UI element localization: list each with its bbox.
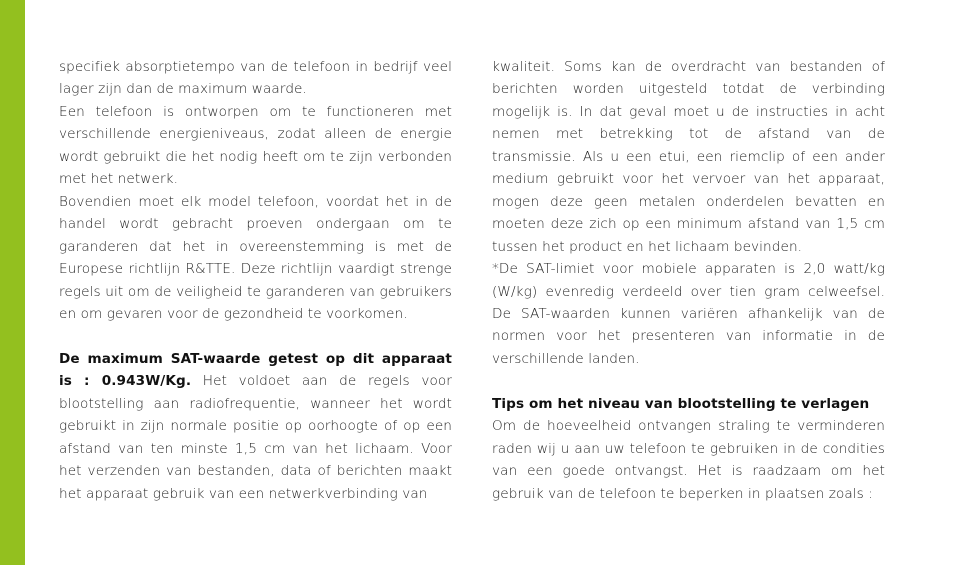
- paragraph-spacer: [59, 325, 452, 347]
- paragraph-max-sar: [59, 348, 452, 505]
- paragraph-transmission: kwaliteit. Soms kan de overdracht van bestanden of berichten worden uitgesteld totdat de verbinding mogelijk is. In dat geval moet u de instructies in acht nemen met betrekking tot de afstand van de transmissie. Als u een etui, een riemclip of een ander medium gebruikt voor het vervoer van het apparaat, mogen deze geen metalen onderdelen bevatten en moeten deze zich op een minimum afstand van 1,5 cm tussen het product en het lichaam bevinden.: [492, 59, 885, 255]
- left-column: [59, 56, 452, 505]
- paragraph-spacer: [492, 370, 885, 392]
- right-column: [492, 56, 885, 505]
- accent-side-bar: [0, 0, 25, 565]
- paragraph-rtte-directive: Bovendien moet elk model telefoon, voordat het in de handel wordt gebracht proeven ondergaan om te garanderen dat het in overeenstemming is met de Europese richtlijn R&TTE. Deze richtlijn vaardigt strenge regels uit om de veiligheid te garanderen van gebruikers en om gevaren voor de gezondheid te voorkomen.: [59, 193, 452, 322]
- max-sar-details: Het voldoet aan de regels voor blootstelling aan radiofrequentie, wanneer het wordt gebruikt in zijn normale positie op oorhoogte of op een afstand van ten minste 1,5 cm van het lichaam. Voor het verzenden van bestanden, data of berichten maakt het apparaat gebruik van een netwerkverbinding van: [59, 373, 452, 502]
- paragraph-sar-limit: *De SAT-limiet voor mobiele apparaten is 2,0 watt/kg (W/kg) evenredig verdeeld over tien gram celweefsel. De SAT-waarden kunnen variëren afhankelijk van de normen voor het presenteren van informatie in de verschillende landen.: [492, 261, 885, 367]
- paragraph-sat-intro: specifiek absorptietempo van de telefoon in bedrijf veel lager zijn dan de maximum waarde.: [59, 59, 452, 98]
- paragraph-tips: Om de hoeveelheid ontvangen straling te verminderen raden wij u aan uw telefoon te gebruiken in de condities van een goede ontvangst. Het is raadzaam om het gebruik van de telefoon te beperken in plaatsen zoals :: [492, 418, 885, 502]
- max-sar-value: De maximum SAT-waarde getest op dit apparaat is : 0.943W/Kg.: [59, 350, 452, 390]
- paragraph-energy-levels: Een telefoon is ontworpen om te functioneren met verschillende energieniveaus, zodat alleen de energie wordt gebruikt die het nodig heeft om te zijn verbonden met het netwerk.: [59, 103, 452, 188]
- tips-heading: Tips om het niveau van blootstelling te verlagen: [492, 395, 870, 412]
